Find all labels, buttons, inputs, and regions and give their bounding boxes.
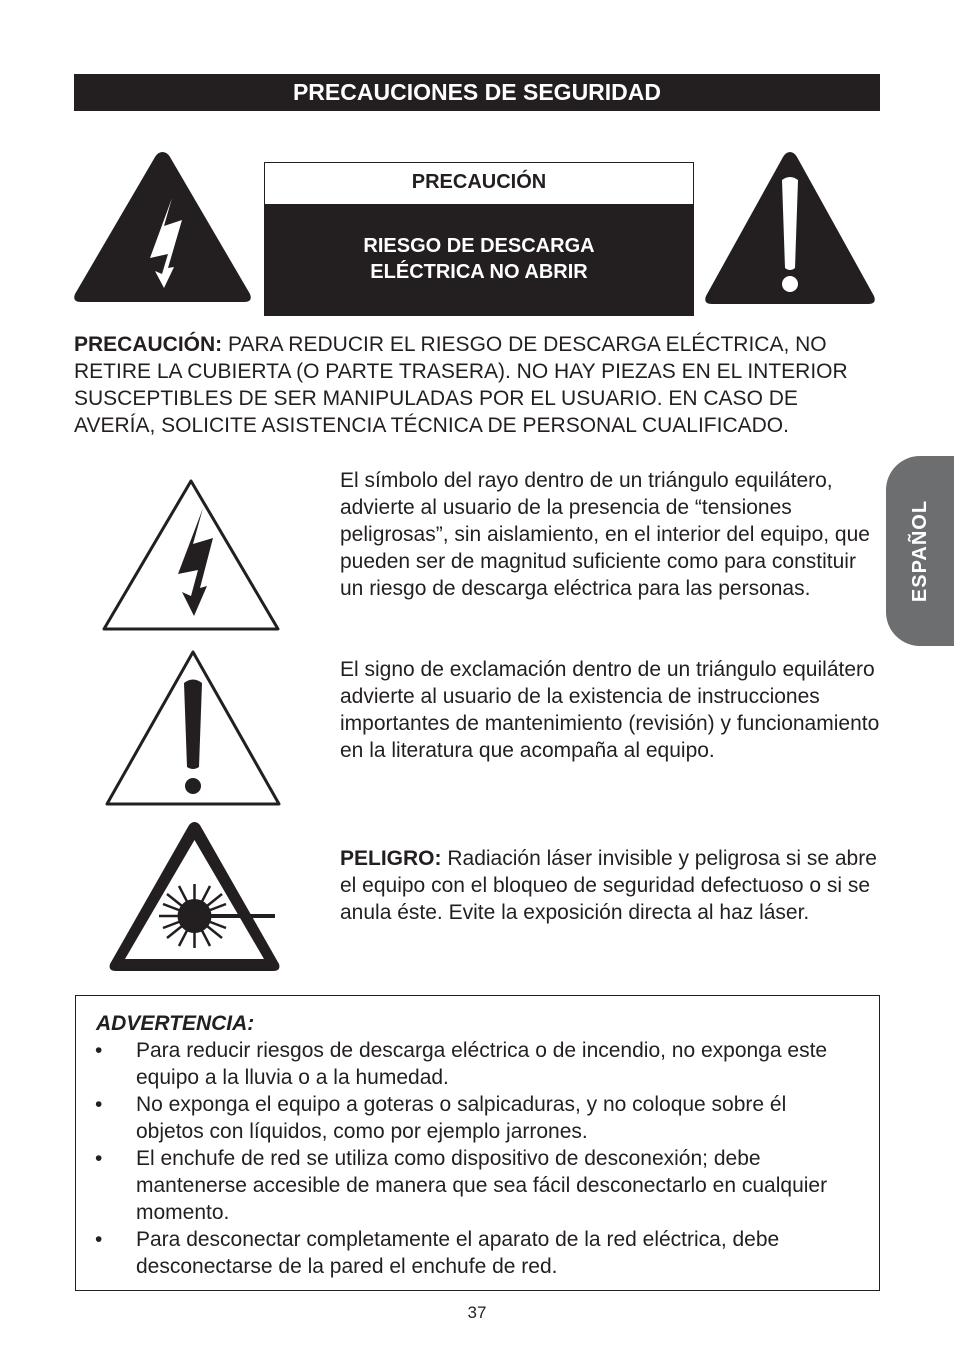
exclamation-symbol-description: El signo de exclamación dentro de un triángulo equilátero advierte al usuario de la existencia de instrucciones importantes de mantenimiento (revisión) y funcionamiento en la literatura que acompaña al equipo. [340, 658, 880, 762]
bullet: • [95, 1093, 103, 1116]
warning-title: ADVERTENCIA: [96, 1012, 255, 1035]
page-number: 37 [467, 1303, 487, 1322]
page-title: PRECAUCIONES DE SEGURIDAD [74, 74, 880, 111]
caution-label-line-2: ELÉCTRICA NO ABRIR [370, 261, 588, 283]
bullet: • [95, 1228, 103, 1251]
list-item [76, 1226, 879, 1280]
precaution-paragraph [74, 331, 874, 439]
electric-shock-warning-icon [72, 150, 253, 304]
laser-label: PELIGRO: [340, 847, 442, 870]
list-item [76, 1091, 879, 1145]
lightning-symbol-icon [101, 478, 281, 632]
precaution-label: PRECAUCIÓN: [74, 333, 223, 356]
lightning-symbol-description: El símbolo del rayo dentro de un triángulo equilátero, advierte al usuario de la presencia de “tensiones peligrosas”, sin aislamiento, en el interior del equipo, que pueden ser de magnitud suficiente como para constituir un riesgo de descarga eléctrica para las personas. [340, 469, 870, 600]
caution-label-body [265, 204, 693, 315]
laser-symbol-description [340, 845, 885, 926]
exclamation-warning-icon [703, 150, 877, 306]
laser-text: Radiación láser invisible y peligrosa si se abre el equipo con el bloqueo de seguridad defectuoso o si se anula éste. Evite la exposición directa al haz láser. [340, 847, 877, 924]
precaution-text: PARA REDUCIR EL RIESGO DE DESCARGA ELÉCTRICA, NO RETIRE LA CUBIERTA (O PARTE TRASERA). NO HAY PIEZAS EN EL INTERIOR SUSCEPTIBLES DE SER MANIPULADAS POR EL USUARIO. EN CASO DE AVERÍA, SOLICITE ASISTENCIA TÉCNICA DE PERSONAL CUALIFICADO. [74, 333, 848, 437]
list-item-text: No exponga el equipo a goteras o salpicaduras, y no coloque sobre él objetos con líquidos, como por ejemplo jarrones. [136, 1093, 787, 1143]
list-item [76, 1145, 879, 1226]
list-item-text: Para desconectar completamente el aparato de la red eléctrica, debe desconectarse de la pared el enchufe de red. [136, 1228, 780, 1278]
list-item-text: Para reducir riesgos de descarga eléctrica o de incendio, no exponga este equipo a la lluvia o a la humedad. [136, 1039, 828, 1089]
caution-label-title: PRECAUCIÓN [411, 171, 547, 193]
language-tab [886, 456, 954, 646]
warning-list [76, 1037, 879, 1280]
caution-label [264, 162, 694, 316]
language-tab-label: ESPAÑOL [909, 499, 931, 603]
list-item [76, 1037, 879, 1091]
list-item-text: El enchufe de red se utiliza como dispositivo de desconexión; debe mantenerse accesible de manera que sea fácil desconectarlo en cualquier momento. [136, 1147, 828, 1224]
exclamation-symbol-icon [104, 649, 282, 807]
bullet: • [95, 1039, 103, 1062]
warning-box [75, 995, 880, 1291]
bullet: • [95, 1147, 103, 1170]
caution-label-line-1: RIESGO DE DESCARGA [363, 235, 595, 257]
laser-warning-icon [107, 820, 282, 973]
